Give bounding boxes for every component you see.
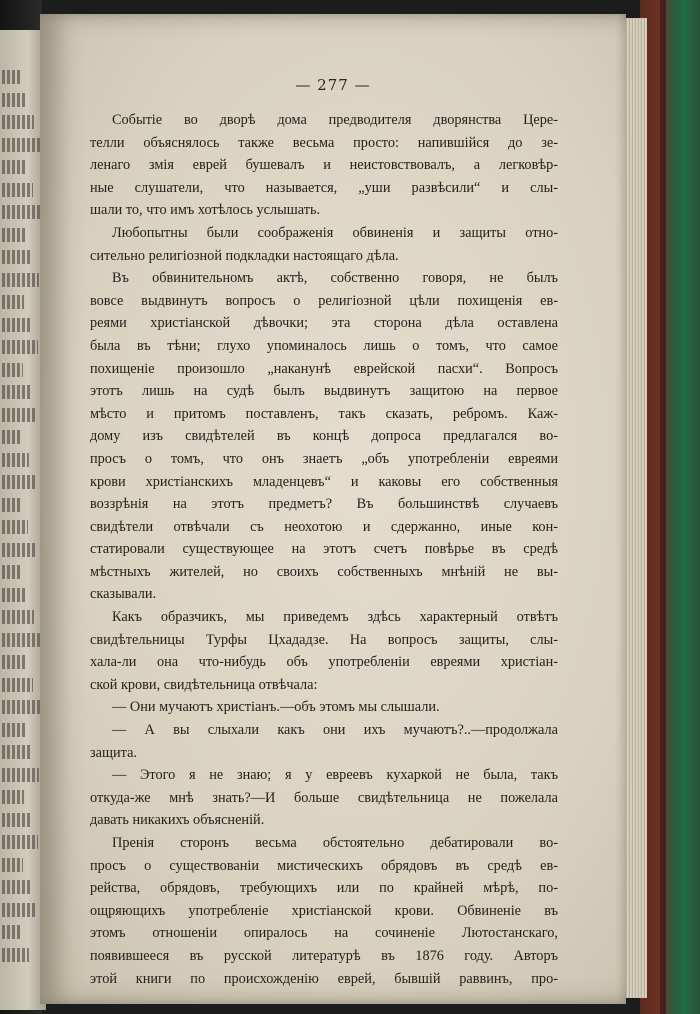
text-line: реями христіанской дѣвочки; эта сторона дѣла оставлена (90, 315, 558, 332)
text-line: сительно религіозной подкладки настоящаго дѣла. (90, 247, 399, 264)
book-binding-right (640, 0, 700, 1014)
left-page-text-fragment (2, 340, 38, 354)
left-page-text-fragment (2, 813, 31, 827)
left-page-text-fragment (2, 610, 34, 624)
text-line: ощряющихъ употребленіе христіанской крови. Обвиненіе въ (90, 902, 558, 919)
text-line: — А вы слыхали какъ они ихъ мучаютъ?..—продолжала (112, 722, 558, 739)
text-line: была въ тѣни; глухо упоминалось лишь о томъ, что самое (90, 337, 558, 354)
left-page-text-fragment (2, 295, 24, 309)
left-page-text-fragment (2, 70, 20, 84)
text-line: похищеніе произошло „наканунѣ еврейской пасхи“. Вопросъ (90, 360, 558, 377)
text-line: телли объяснялось также весьма просто: напившійся до зе- (90, 134, 558, 151)
left-page-text-fragment (2, 93, 27, 107)
text-line: свидѣтельницы Турфы Цхададзе. На вопросъ защиты, слы- (90, 631, 558, 648)
left-page-text-fragment (2, 138, 41, 152)
page-body-text (90, 109, 558, 990)
left-page-text-fragment (2, 880, 30, 894)
text-line: крови христіанскихъ младенцевъ“ и каковы его собственныя (90, 473, 558, 490)
text-line: статировали существующее на этотъ счетъ повѣрье въ средѣ (90, 541, 558, 558)
left-page-text-fragment (2, 633, 41, 647)
text-line: Любопытны были соображенія обвиненія и защиты отно- (112, 224, 558, 241)
book-page (40, 14, 626, 1004)
left-page-text-fragment (2, 363, 23, 377)
text-line: Событіе во дворѣ дома предводителя дворянства Цере- (112, 112, 558, 128)
text-line: появившееся въ русской литературѣ въ 1876 году. Авторъ (90, 947, 558, 964)
left-page-text-fragment (2, 588, 27, 602)
left-page-text-fragment (2, 723, 25, 737)
left-page-text-fragment (2, 205, 40, 219)
text-line: Въ обвинительномъ актѣ, собственно говоря, не былъ (112, 270, 558, 287)
text-line: свидѣтели отвѣчали съ неохотою и сдержанно, иные кон- (90, 518, 558, 535)
left-page-text-fragment (2, 543, 35, 557)
text-line: просъ о томъ, что онъ знаетъ „объ употребленіи евреями (90, 450, 558, 467)
left-page-text-fragment (2, 925, 22, 939)
left-page-text-fragment (2, 318, 31, 332)
left-page-text-fragment (2, 768, 39, 782)
text-line: хала-ли она что-нибудь объ употребленіи евреями христіан- (90, 654, 558, 671)
left-page-text-fragment (2, 565, 20, 579)
text-line: этотъ лишь на судѣ былъ выдвинутъ защитою на первое (90, 383, 558, 400)
text-line: Какъ образчикъ, мы приведемъ здѣсь характерный отвѣтъ (112, 609, 558, 626)
text-line: ные слушатели, что называется, „уши развѣсили“ и слы- (90, 179, 558, 196)
left-page-text-fragment (2, 160, 26, 174)
left-page-text-fragment (2, 228, 25, 242)
left-page-text-fragment (2, 790, 24, 804)
left-page-text-fragment (2, 430, 22, 444)
text-line: Пренія сторонъ весьма обстоятельно дебатировали во- (112, 835, 558, 851)
left-page-text-fragment (2, 655, 26, 669)
left-page-text-fragment (2, 700, 40, 714)
text-line: сказывали. (90, 586, 157, 603)
page-edges (624, 18, 647, 998)
left-page-text-fragment (2, 453, 29, 467)
text-line: мѣсто и притомъ поставленъ, такъ сказать, ребромъ. Каж- (90, 405, 558, 422)
text-line: мѣстныхъ жителей, но своихъ собственныхъ мнѣній не вы- (90, 563, 558, 580)
left-page-text-fragment (2, 250, 32, 264)
left-page-text-fragment (2, 408, 37, 422)
left-page-text-fragment (2, 115, 34, 129)
text-line: воззрѣнія на этотъ предметъ? Въ большинствѣ случаевъ (90, 496, 558, 513)
left-page-text-fragment (2, 498, 21, 512)
text-line: ленаго змія еврей бушевалъ и неистовствовалъ, а легковѣр- (90, 157, 558, 174)
text-line: рейства, обрядовъ, требующихъ или по крайней мѣрѣ, по- (90, 880, 558, 897)
text-line: вовсе выдвинутъ вопросъ о религіозной цѣли похищенія ев- (90, 292, 558, 309)
text-line: — Этого я не знаю; я у евреевъ кухаркой не была, такъ (112, 767, 558, 784)
left-page-text-fragment (2, 678, 33, 692)
left-page-text-fragment (2, 948, 29, 962)
text-line: защита. (90, 744, 137, 761)
left-page-text-fragment (2, 385, 30, 399)
text-line: шали то, что имъ хотѣлось услышать. (90, 202, 321, 219)
text-line: откуда-же мнѣ знать?—И больше свидѣтельница не пожелала (90, 789, 558, 806)
text-line: дому изъ свидѣтелей въ концѣ допроса предлагался во- (90, 428, 558, 445)
text-line: давать никакихъ объясненій. (90, 812, 265, 829)
text-line: этомъ отношеніи опиралось на сочиненіе Лютостанскаго, (90, 925, 558, 942)
left-page-text-fragment (2, 273, 39, 287)
text-line: ской крови, свидѣтельница отвѣчала: (90, 676, 318, 693)
left-page-text-fragment (2, 835, 38, 849)
left-page-text-fragment (2, 183, 33, 197)
left-page-text-fragment (2, 475, 36, 489)
left-page-text-fragment (2, 903, 37, 917)
text-line: просъ о существованіи мистическихъ обрядовъ въ средѣ ев- (90, 857, 558, 874)
left-page-text-fragment (2, 745, 32, 759)
text-line: — Они мучаютъ христіанъ.—объ этомъ мы слышали. (112, 699, 440, 716)
left-page-text-fragment (2, 858, 23, 872)
left-page-text-fragment (2, 520, 28, 534)
page-number: — 277 — (295, 76, 371, 94)
text-line: этой книги по происхожденію еврей, бывшій раввинъ, про- (90, 970, 558, 987)
